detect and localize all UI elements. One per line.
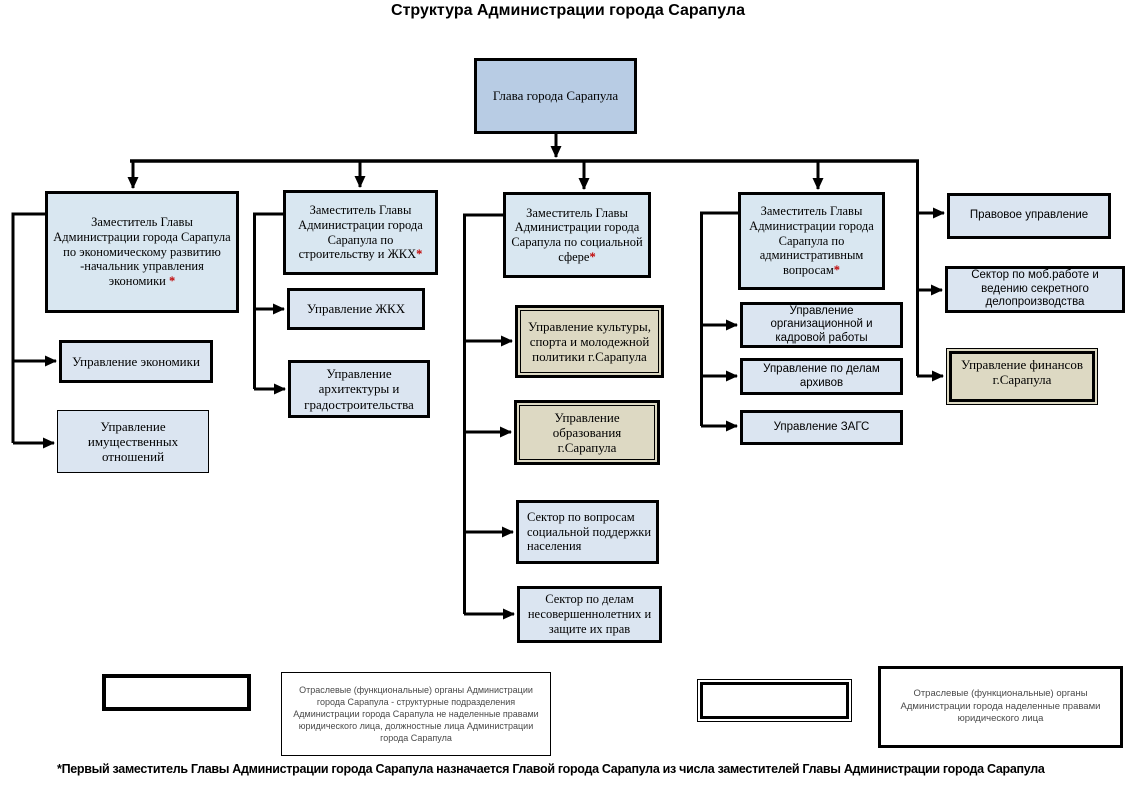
box-upravlenie-arhitektury [288, 360, 430, 418]
footnote: *Первый заместитель Главы Администрации города Сарапула назначается Главой города Сарапула из числа заместителей Главы Администрации города Сарапула [57, 762, 1045, 776]
deputy-construction-text: Заместитель Главы Администрации города Сарапула по строительству и ЖКХ [298, 203, 423, 262]
upravlenie-obrazovaniya-inner [519, 405, 655, 460]
box-sektor-mobrabote [945, 266, 1125, 313]
footnote-asterisk: * [833, 263, 840, 278]
upravlenie-kultury-inner [520, 310, 659, 373]
box-upravlenie-orgkadrovoy [740, 302, 903, 348]
legend-text-structural-units [281, 672, 551, 756]
upravlenie-kultury-label: Управление культуры, спорта и молодежной политики г.Сарапула [528, 318, 651, 365]
box-upravlenie-finansov [946, 348, 1098, 405]
upravlenie-imushchestvennykh-label: Управление имущественных отношений [87, 418, 179, 465]
sektor-mobrabote-label: Сектор по моб.работе и ведению секретного делопроизводства [971, 269, 1099, 309]
box-upravlenie-zhkh [287, 288, 425, 330]
box-upravlenie-arhivov [740, 358, 903, 395]
legend-text-legal-entities-label: Отраслевые (функциональные) органы Администрации города наделенные правами юридического лица [900, 687, 1101, 725]
sektor-sotspodderzhki-label: Сектор по вопросам социальной поддержки населения [527, 509, 652, 554]
box-upravlenie-kultury [515, 305, 664, 378]
box-deputy-administrative-label [745, 204, 878, 278]
upravlenie-obrazovaniya-label: Управление образования г.Сарапула [552, 409, 622, 456]
box-upravlenie-obrazovaniya [514, 400, 660, 465]
box-deputy-administrative [738, 192, 885, 290]
legend-key-double-border-inner [700, 682, 849, 719]
box-deputy-construction-label [290, 203, 431, 262]
legend-key-double-border [697, 679, 852, 722]
deputy-administrative-text: Заместитель Главы Администрации города Сарапула по административным вопросам [749, 204, 874, 278]
legend-text-legal-entities [878, 666, 1123, 748]
deputy-economic-text: Заместитель Главы Администрации города Сарапула по экономическому развитию -начальник управления экономики [53, 215, 231, 289]
box-deputy-social [503, 192, 651, 278]
upravlenie-ekonomiki-label: Управление экономики [72, 353, 200, 369]
legend-text-structural-units-label: Отраслевые (функциональные) органы Администрации города Сарапула - структурные подразделения Администрации города Сарапула не наделенные правами юридического лица, должностные лица Администрации города Сарапула [293, 684, 539, 744]
box-deputy-economic-label [52, 215, 232, 289]
legend-key-thick-border [102, 674, 251, 711]
box-pravovoe-upravlenie [947, 193, 1111, 239]
box-deputy-construction [283, 190, 438, 275]
box-head-of-city-label: Глава города Сарапула [492, 88, 619, 104]
upravlenie-arhitektury-label: Управление архитектуры и градостроительства [304, 366, 414, 412]
box-sektor-nesovershennoletnikh [517, 586, 662, 643]
upravlenie-zags-label: Управление ЗАГС [773, 420, 870, 433]
upravlenie-orgkadrovoy-label: Управление организационной и кадровой работы [770, 304, 873, 344]
sektor-nesovershennoletnikh-label: Сектор по делам несовершеннолетних и защите их прав [527, 592, 652, 636]
upravlenie-arhivov-label: Управление по делам архивов [763, 362, 880, 389]
upravlenie-finansov-inner [949, 351, 1095, 402]
footnote-asterisk: * [165, 274, 176, 289]
footnote-asterisk: * [589, 249, 596, 264]
footnote-asterisk: * [416, 247, 423, 262]
box-upravlenie-ekonomiki [59, 340, 213, 383]
box-head-of-city [474, 58, 637, 134]
box-deputy-social-label [510, 206, 644, 265]
upravlenie-finansov-label: Управление финансов г.Сарапула [961, 357, 1083, 388]
page-title: Структура Администрации города Сарапула [391, 2, 745, 19]
box-upravlenie-zags [740, 410, 903, 445]
upravlenie-zhkh-label: Управление ЖКХ [306, 301, 406, 317]
box-sektor-sotspodderzhki [516, 500, 659, 564]
box-upravlenie-imushchestvennykh [57, 410, 209, 473]
pravovoe-upravlenie-label: Правовое управление [969, 209, 1089, 222]
deputy-social-text: Заместитель Главы Администрации города Сарапула по социальной сфере [511, 205, 643, 264]
box-deputy-economic [45, 191, 239, 313]
